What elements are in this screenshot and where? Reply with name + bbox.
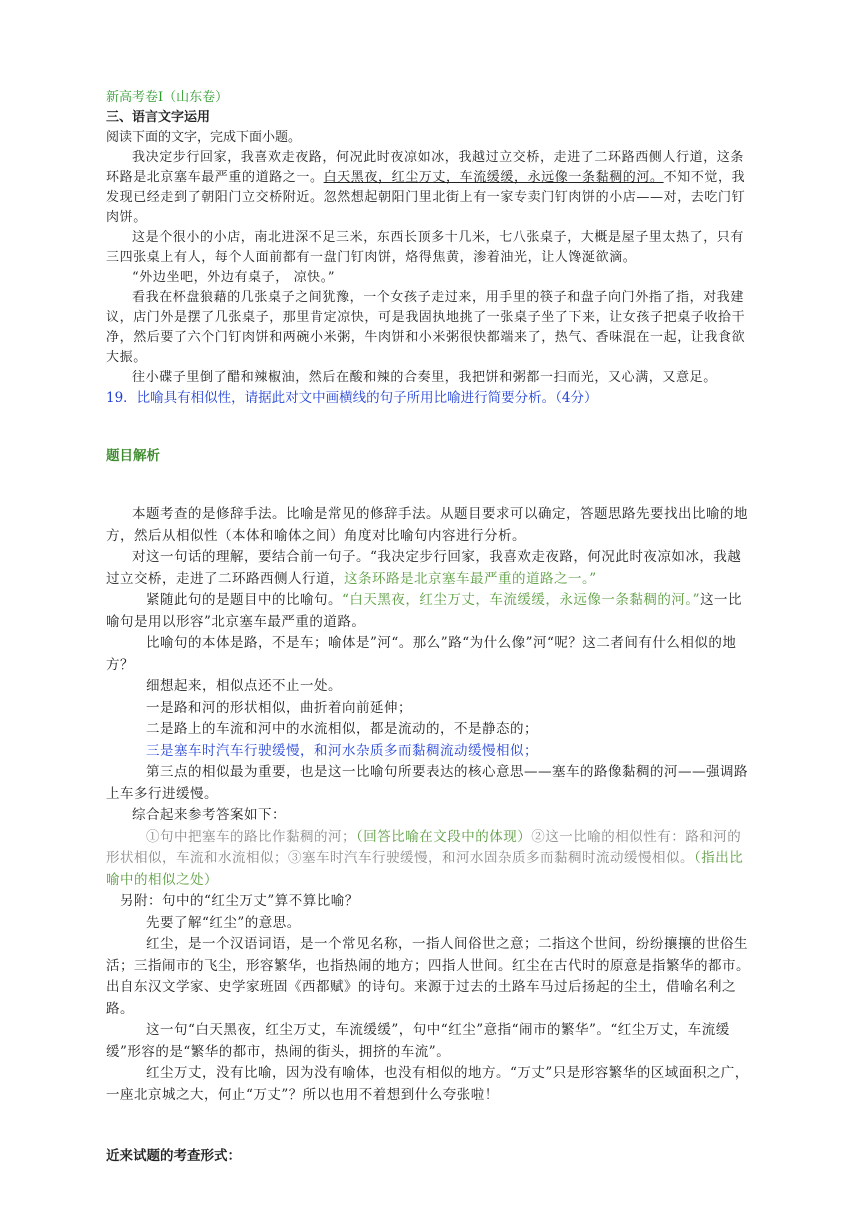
reading-passage	[106, 148, 754, 388]
analysis-paragraph: 另附：句中的“红尘万丈”算不算比喻？	[120, 893, 359, 909]
analysis-text: 这一比喻句是用以形容”北京塞车最严重的道路。	[106, 592, 743, 630]
answer-note: （指出比喻中的相似之处）	[106, 850, 744, 888]
analysis-paragraph: 三是塞车时汽车行驶缓慢，和河水杂质多而黏稠流动缓慢相似；	[146, 742, 538, 759]
exam-title: 新高考卷Ⅰ（山东卷）	[106, 90, 229, 105]
analysis-paragraph: 比喻句的本体是路，不是车；喻体是”河“。那么”路“为什么像”河“呢？这二者间有什么相似的地方？	[106, 635, 737, 673]
answer-note: （回答比喻在文段中的体现）	[356, 828, 532, 845]
analysis-paragraph: 一是路和河的形状相似，曲折着向前延伸；	[146, 699, 412, 716]
document-page	[106, 88, 754, 1166]
analysis-paragraph: 红尘万丈，没有比喻，因为没有喻体，也没有相似的地方。“万丈”只是形容繁华的区域面积之广，一座北京城之大，何止“万丈”？所以也用不着想到什么夸张啦！	[106, 1065, 749, 1103]
footer-heading: 近来试题的考查形式：	[106, 1148, 241, 1164]
analysis-paragraph: 本题考查的是修辞手法。比喻是常见的修辞手法。从题目要求可以确定，答题思路先要找出比喻的地方，然后从相似性（本体和喻体之间）角度对比喻句内容进行分析。	[106, 506, 748, 544]
analysis-paragraph: 二是路上的车流和河中的水流相似，都是流动的，不是静态的；	[146, 721, 538, 737]
passage-paragraph-4: 看我在杯盘狼藉的几张桌子之间犹豫，一个女孩子走过来，用手里的筷子和盘子向门外指了指，对我建议，店门外是摆了几张桌子，那里肯定凉快，可是我固执地挑了一张桌子坐了下来，让女孩子把桌子收拾干净，然后要了六个门钉肉饼和两碗小米粥，牛肉饼和小米粥很快都端来了，热气、香味混在一起，让我食欲大振。	[106, 290, 746, 365]
passage-paragraph-3: “外边坐吧，外边有桌子， 凉快。”	[132, 270, 336, 285]
analysis-paragraph: 先要了解“红尘”的意思。	[146, 914, 301, 931]
analysis-title: 题目解析	[106, 448, 160, 464]
passage-paragraph-2: 这是个很小的小店，南北进深不足三米，东西长顶多十几米，七八张桌子，大概是屋子里太热了，只有三四张桌上有人，每个人面前都有一盘门钉肉饼，烙得焦黄，渗着油光，让人馋涎欲滴。	[106, 230, 745, 265]
analysis-paragraph	[106, 547, 754, 590]
passage-paragraph-1	[106, 148, 754, 228]
passage-text: 不知不觉，我发现已经走到了朝阳门立交桥附近。忽然想起朝阳门里北街上有一家专卖门钉肉饼的小店——对，去吃门钉肉饼。	[106, 170, 746, 225]
analysis-paragraph: 红尘，是一个汉语词语，是一个常见名称，一指人间俗世之意；二指这个世间，纷纷攘攘的世俗生活；三指闹市的飞尘，形容繁华，也指热闹的地方；四指人世间。红尘在古代时的原意是指繁华的都市。出自东汉文学家、史学家班固《西都赋》的诗句。来源于过去的土路车马过后扬起的尘土，借喻名利之路。	[106, 936, 750, 1017]
underlined-metaphor: 白天黑夜，红尘万丈，车流缓缓，永远像一条黏稠的河。	[323, 170, 664, 185]
analysis-body	[106, 504, 754, 1106]
analysis-text: 对这一句话的理解，要结合前一句子。“我决定步行回家，我喜欢走夜路，何况此时夜凉如冰，我越过立交桥，走进了二环路西侧人行道，	[106, 549, 742, 587]
highlight-text: “白天黑夜，红尘万丈，车流缓缓，永远像一条黏稠的河。”	[342, 592, 701, 608]
highlight-text: 这条环路是北京塞车最严重的道路之一。”	[344, 570, 597, 587]
analysis-text: 紧随此句的是题目中的比喻句。	[146, 592, 342, 608]
analysis-paragraph: 第三点的相似最为重要，也是这一比喻句所要表达的核心意思——塞车的路像黏稠的河——强调路上车多行进缓慢。	[106, 764, 748, 802]
analysis-paragraph: 细想起来，相似点还不止一处。	[146, 678, 342, 694]
section-title: 三、语言文字运用	[106, 110, 211, 125]
question-19: 19．比喻具有相似性，请据此对文中画横线的句子所用比喻进行简要分析。（4分）	[106, 390, 598, 406]
analysis-paragraph	[106, 590, 754, 633]
reference-answer	[106, 827, 754, 892]
analysis-paragraph: 综合起来参考答案如下：	[132, 807, 286, 823]
passage-text: 我决定步行回家，我喜欢走夜路，何况此时夜凉如冰，我越过立交桥，走进了二环路西侧人行道，这条环路是北京塞车最严重的道路之一。	[106, 150, 745, 185]
analysis-paragraph: 这一句“白天黑夜，红尘万丈，车流缓缓”，句中“红尘”意指“闹市的繁华”。“红尘万丈，车流缓缓”形容的是“繁华的都市，热闹的街头，拥挤的车流”。	[106, 1022, 730, 1060]
instruction: 阅读下面的文字，完成下面小题。	[106, 130, 302, 145]
answer-text: ②这一比喻的相似性有：路和河的形状相似，车流和水流相似；③塞车时汽车行驶缓慢，和河水固杂质多而黏稠时流动缓慢相似。	[106, 828, 742, 866]
passage-paragraph-5: 往小碟子里倒了醋和辣椒油，然后在酸和辣的合奏里，我把饼和粥都一扫而光，又心满，又意足。	[132, 370, 717, 385]
answer-text: ①句中把塞车的路比作黏稠的河；	[146, 828, 356, 845]
